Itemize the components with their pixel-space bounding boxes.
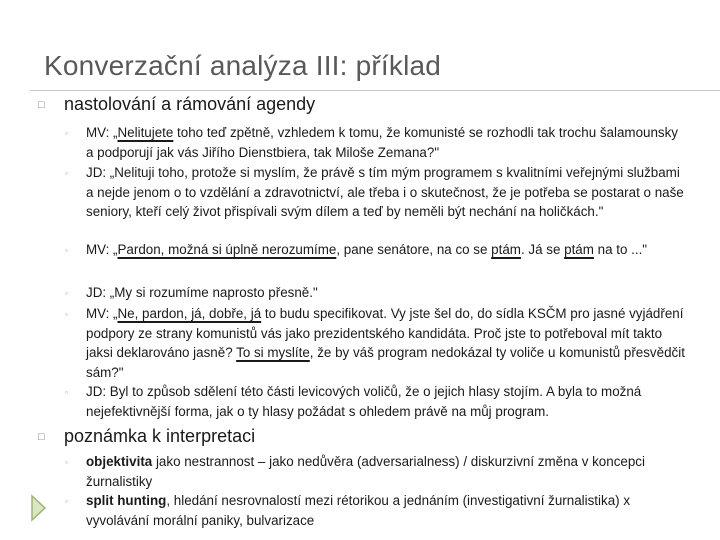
section-heading-interpretation: poznámka k interpretaci (64, 426, 256, 446)
item-text: JD: Byl to způsob sdělení této části levicových voličů, že o jejich hlasy stojím. A byla to možná nejefektivnější forma, jak o ty hlasy požádat s ohledem právě na můj program. (86, 384, 642, 419)
item-text: , pane senátore, na co se (336, 242, 492, 257)
item-text: MV: „ (86, 242, 118, 257)
square-bullet-icon: ▫ (65, 388, 68, 397)
item-text: , že by váš program nedokázal ty voliče u komunistů přesvědčit sám?" (86, 345, 685, 380)
square-bullet-icon: ▫ (65, 129, 68, 138)
underlined-text: To si myslíte (236, 345, 310, 360)
underlined-text: Pardon, možná si úplně nerozumíme (117, 242, 337, 257)
underlined-text: Nelitujete (117, 125, 174, 140)
underlined-text: Ne, pardon, já, dobře, já (117, 306, 262, 321)
bold-term: split hunting (86, 493, 167, 508)
underlined-text: ptám (491, 242, 521, 257)
item-text: jako nestrannost – jako nedůvěra (adversarialness) / diskurzivní změna v koncepci žurnalistiky (86, 454, 645, 489)
underlined-text: ptám (564, 242, 594, 257)
square-bullet-icon: □ (38, 431, 45, 443)
square-bullet-icon: ▫ (65, 310, 68, 319)
item-text: toho teď zpětně, vzhledem k tomu, že komunisté se rozhodli tak trochu šalamounsky a podporují jak vás Jiřího Dienstbiera, tak Miloše Zemana?" (86, 125, 679, 160)
slide-title: Konverzační analýza III: příklad (44, 50, 442, 81)
item-text: JD: „My si rozumíme naprosto přesně." (86, 285, 318, 300)
square-bullet-icon: ▫ (65, 169, 68, 178)
square-bullet-icon: ▫ (65, 289, 68, 298)
list-item (86, 382, 686, 421)
title-divider (30, 90, 720, 91)
item-text: JD: „Nelituji toho, protože si myslím, že právě s tím mým programem s kvalitními veřejnými službami a nejde jenom o to vzdělání a zdravotnictví, ale třeba i o skutečnost, že je potřeba se postarat o naše seniory, kteří celý život přispívali svým dílem a teď by neměli být nechání na holičkách." (86, 165, 684, 219)
list-item (86, 123, 686, 162)
square-bullet-icon: ▫ (65, 246, 68, 255)
next-slide-arrow-icon[interactable] (28, 494, 48, 522)
item-text: na to ..." (593, 242, 648, 257)
item-text: MV: „ (86, 306, 118, 321)
list-item (86, 304, 686, 382)
list-item (86, 283, 686, 303)
list-item (86, 452, 686, 491)
item-text: . Já se (520, 242, 565, 257)
item-text: , hledání nesrovnalostí mezi rétorikou a jednáním (investigativní žurnalistika) x vyvolávání morální paniky, bulvarizace (86, 493, 631, 528)
square-bullet-icon: □ (38, 99, 45, 111)
list-item (86, 163, 686, 222)
square-bullet-icon: ▫ (65, 458, 68, 467)
item-text: to budu specifikovat. Vy jste šel do, do sídla KSČM pro jasné vyjádření podpory ze strany komunistů vás jako prezidentského kandidáta. Proč jste to potřeboval mít takto jaksi deklarováno jasně? (86, 306, 684, 360)
list-item (86, 491, 686, 530)
section-heading-agenda: nastolování a rámování agendy (64, 94, 316, 114)
bold-term: objektivita (86, 454, 153, 469)
item-text: MV: „ (86, 125, 118, 140)
list-item (86, 240, 686, 260)
square-bullet-icon: ▫ (65, 497, 68, 506)
